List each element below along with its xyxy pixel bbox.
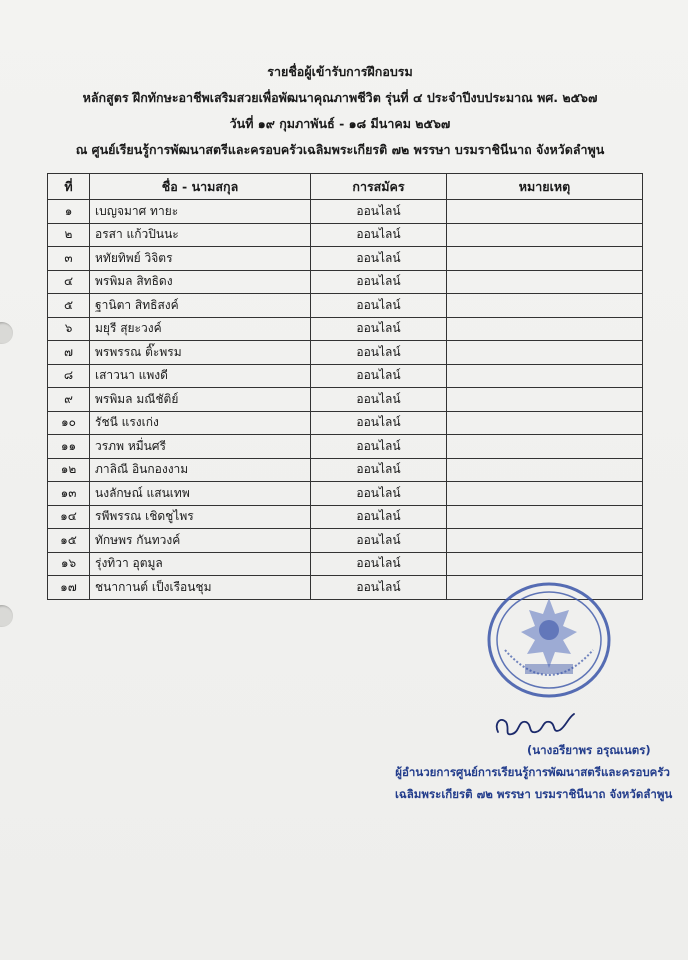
participant-name: รุ่งทิวา อุตมูล: [90, 552, 311, 576]
remarks-cell: [447, 200, 643, 224]
row-number: ๑: [48, 200, 90, 224]
table-row: [48, 270, 643, 294]
table-row: [48, 435, 643, 459]
column-header-registration: การสมัคร: [311, 174, 447, 200]
row-number: ๑๐: [48, 411, 90, 435]
signatory-title-line2: เฉลิมพระเกียรติ ๗๒ พรรษา บรมราชินีนาถ จังหวัดลำพูน: [395, 787, 673, 801]
remarks-cell: [447, 411, 643, 435]
table-row: [48, 552, 643, 576]
column-header-name: ชื่อ - นามสกุล: [90, 174, 311, 200]
document-title: รายชื่อผู้เข้ารับการฝึกอบรม: [267, 64, 413, 79]
row-number: ๖: [48, 317, 90, 341]
participant-name: ชนากานต์ เป็งเรือนชุม: [90, 576, 311, 600]
participant-name: พรพิมล มณีชัติย์: [90, 388, 311, 412]
official-seal-stamp: [485, 580, 613, 700]
row-number: ๘: [48, 364, 90, 388]
participants-table: [47, 173, 643, 600]
remarks-cell: [447, 552, 643, 576]
participant-name: เบญจมาศ ทายะ: [90, 200, 311, 224]
participant-name: พรพิมล สิทธิดง: [90, 270, 311, 294]
row-number: ๑๒: [48, 458, 90, 482]
registration-type: ออนไลน์: [311, 270, 447, 294]
registration-type: ออนไลน์: [311, 388, 447, 412]
registration-type: ออนไลน์: [311, 458, 447, 482]
registration-type: ออนไลน์: [311, 294, 447, 318]
handwritten-signature: [490, 704, 580, 744]
row-number: ๑๗: [48, 576, 90, 600]
training-dates: วันที่ ๑๙ กุมภาพันธ์ - ๑๘ มีนาคม ๒๕๖๗: [229, 116, 451, 131]
signatory-title-line1: ผู้อำนวยการศูนย์การเรียนรู้การพัฒนาสตรีและครอบครัว: [395, 765, 670, 779]
registration-type: ออนไลน์: [311, 529, 447, 553]
remarks-cell: [447, 482, 643, 506]
participant-name: พรพรรณ ติ๊ะพรม: [90, 341, 311, 365]
table-row: [48, 341, 643, 365]
registration-type: ออนไลน์: [311, 364, 447, 388]
participant-name: ฐานิตา สิทธิสงค์: [90, 294, 311, 318]
table-row: [48, 200, 643, 224]
participant-name: เสาวนา แพงดี: [90, 364, 311, 388]
remarks-cell: [447, 294, 643, 318]
table-row: [48, 411, 643, 435]
table-row: [48, 529, 643, 553]
row-number: ๔: [48, 270, 90, 294]
row-number: ๒: [48, 223, 90, 247]
registration-type: ออนไลน์: [311, 200, 447, 224]
signatory-name: (นางอรียาพร อรุณเนตร): [527, 743, 651, 757]
punch-hole: [0, 322, 13, 344]
table-row: [48, 458, 643, 482]
participant-name: หทัยทิพย์ วิจิตร: [90, 247, 311, 271]
row-number: ๑๑: [48, 435, 90, 459]
table-row: [48, 364, 643, 388]
registration-type: ออนไลน์: [311, 435, 447, 459]
remarks-cell: [447, 388, 643, 412]
participant-name: รัชนี แรงเก่ง: [90, 411, 311, 435]
remarks-cell: [447, 364, 643, 388]
table-row: [48, 317, 643, 341]
punch-hole: [0, 605, 13, 627]
row-number: ๙: [48, 388, 90, 412]
registration-type: ออนไลน์: [311, 317, 447, 341]
participant-name: รพีพรรณ เชิดชูไพร: [90, 505, 311, 529]
table-row: [48, 482, 643, 506]
table-row: [48, 388, 643, 412]
remarks-cell: [447, 435, 643, 459]
participant-name: วรภพ หมื่นศรี: [90, 435, 311, 459]
table-row: [48, 294, 643, 318]
participant-name: มยุรี สุยะวงค์: [90, 317, 311, 341]
column-header-no: ที่: [48, 174, 90, 200]
registration-type: ออนไลน์: [311, 223, 447, 247]
training-location: ณ ศูนย์เรียนรู้การพัฒนาสตรีและครอบครัวเฉลิมพระเกียรติ ๗๒ พรรษา บรมราชินีนาถ จังหวัดลำพูน: [75, 142, 605, 157]
registration-type: ออนไลน์: [311, 341, 447, 365]
row-number: ๑๓: [48, 482, 90, 506]
row-number: ๓: [48, 247, 90, 271]
remarks-cell: [447, 341, 643, 365]
registration-type: ออนไลน์: [311, 482, 447, 506]
remarks-cell: [447, 247, 643, 271]
row-number: ๑๖: [48, 552, 90, 576]
table-row: [48, 247, 643, 271]
remarks-cell: [447, 505, 643, 529]
column-header-remarks: หมายเหตุ: [447, 174, 643, 200]
course-name: หลักสูตร ฝึกทักษะอาชีพเสริมสวยเพื่อพัฒนาคุณภาพชีวิต รุ่นที่ ๔ ประจำปีงบประมาณ พศ. ๒๕๖๗: [82, 90, 598, 105]
participant-name: อรสา แก้วปินนะ: [90, 223, 311, 247]
table-row: [48, 505, 643, 529]
participant-name: ภาลิณี อินกองงาม: [90, 458, 311, 482]
remarks-cell: [447, 317, 643, 341]
remarks-cell: [447, 270, 643, 294]
row-number: ๗: [48, 341, 90, 365]
registration-type: ออนไลน์: [311, 576, 447, 600]
remarks-cell: [447, 458, 643, 482]
registration-type: ออนไลน์: [311, 247, 447, 271]
participant-name: นงลักษณ์ แสนเทพ: [90, 482, 311, 506]
row-number: ๑๕: [48, 529, 90, 553]
remarks-cell: [447, 529, 643, 553]
row-number: ๑๔: [48, 505, 90, 529]
registration-type: ออนไลน์: [311, 505, 447, 529]
registration-type: ออนไลน์: [311, 552, 447, 576]
remarks-cell: [447, 223, 643, 247]
registration-type: ออนไลน์: [311, 411, 447, 435]
table-header-row: [48, 174, 643, 200]
row-number: ๕: [48, 294, 90, 318]
participant-name: ทักษพร กันทวงค์: [90, 529, 311, 553]
table-row: [48, 223, 643, 247]
